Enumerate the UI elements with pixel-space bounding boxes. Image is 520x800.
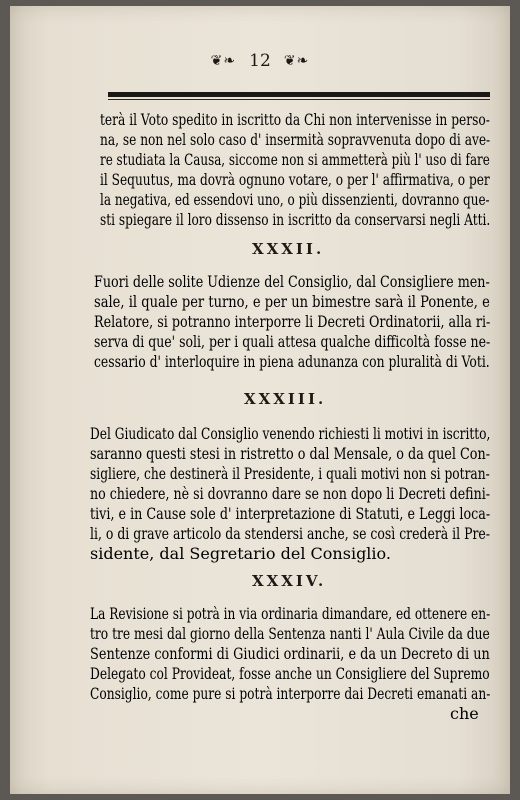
body-line: tro tre mesi dal giorno della Sentenza nanti l' Aula Civile da due: [90, 624, 490, 643]
body-line: sidente, dal Segretario del Consiglio.: [90, 544, 391, 563]
section-heading: XXXIII.: [244, 390, 327, 408]
body-line: Delegato col Provideat, fosse anche un Consigliere del Supremo: [90, 664, 490, 683]
ornament-right-icon: ❦❧: [283, 52, 310, 69]
page-number: 12: [249, 50, 271, 71]
catchword: che: [450, 704, 479, 723]
body-line: re studiata la Causa, siccome non si ammetterà più l' uso di fare: [100, 150, 490, 169]
body-line: saranno questi stesi in ristretto o dal Mensale, o da quel Con-: [90, 444, 491, 463]
body-line: la negativa, ed essendovi uno, o più dissenzienti, dovranno que-: [100, 190, 490, 209]
body-line: serva di que' soli, per i quali attesa qualche difficoltà fosse ne-: [94, 332, 491, 351]
section-heading: XXXII.: [252, 240, 325, 258]
ornament-left-icon: ❦❧: [210, 52, 237, 69]
body-line: tivi, e in Cause sole d' interpretazione di Statuti, e Leggi loca-: [90, 504, 491, 523]
body-line: na, se non nel solo caso d' insermità sopravvenuta dopo di ave-: [100, 130, 491, 149]
header-rule-thin: [108, 99, 490, 100]
body-line: sale, il quale per turno, e per un bimestre sarà il Ponente, e: [94, 292, 490, 311]
body-line: Del Giudicato dal Consiglio venendo richiesti li motivi in iscritto,: [90, 424, 491, 443]
body-line: no chiedere, nè si dovranno dare se non dopo li Decreti defini-: [90, 484, 491, 503]
body-line: terà il Voto spedito in iscritto da Chi non intervenisse in perso-: [100, 110, 490, 129]
book-page: [10, 6, 510, 794]
body-line: il Sequutus, ma dovrà ognuno votare, o per l' affirmativa, o per: [100, 170, 490, 189]
body-line: Sentenze conformi di Giudici ordinarii, e da un Decreto di un: [90, 644, 490, 663]
body-line: sigliere, che destinerà il Presidente, i quali motivi non si potran-: [90, 464, 490, 483]
section-heading: XXXIV.: [252, 572, 327, 590]
body-line: li, o di grave articolo da stendersi anche, se così crederà il Pre-: [90, 524, 491, 543]
page-header: [10, 50, 510, 71]
body-line: sti spiegare il loro dissenso in iscritto da conservarsi negli Atti.: [100, 210, 491, 229]
body-line: cessario d' interloquire in piena adunanza con pluralità di Voti.: [94, 352, 490, 371]
body-line: Fuori delle solite Udienze del Consiglio, dal Consigliere men-: [94, 272, 490, 291]
body-line: Consiglio, come pure si potrà interporre dai Decreti emanati an-: [90, 684, 491, 703]
header-rule-thick: [108, 92, 490, 97]
body-line: Relatore, si potranno interporre li Decreti Ordinatorii, alla ri-: [94, 312, 491, 331]
body-line: La Revisione si potrà in via ordinaria dimandare, ed ottenere en-: [90, 604, 491, 623]
